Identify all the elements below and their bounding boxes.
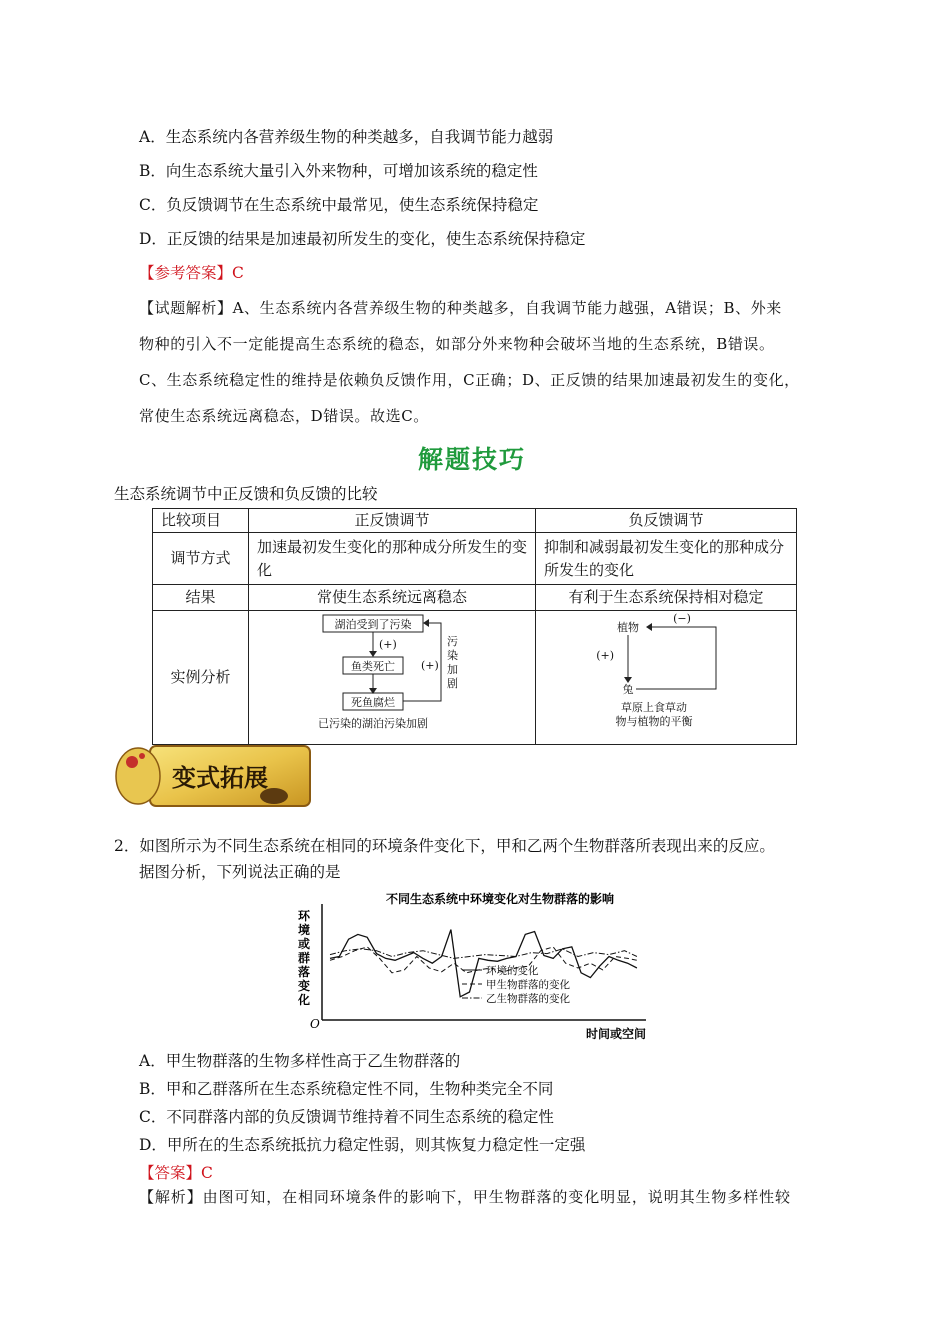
y-axis-label-char: 境 xyxy=(298,923,311,937)
table-cell: 抑制和减弱最初发生变化的那种成分所发生的变化 xyxy=(536,533,797,585)
table-header-cell: 负反馈调节 xyxy=(536,509,797,533)
diagram-plus-label: (+) xyxy=(379,638,397,651)
y-axis-label-char: 落 xyxy=(298,965,311,979)
diagram-caption: 草原上食草动 xyxy=(621,701,687,714)
banner-label: 变式拓展 xyxy=(172,763,268,792)
arrow-head xyxy=(369,651,377,657)
diagram-box-label: 湖泊受到了污染 xyxy=(334,618,412,631)
q1-answer: 【参考答案】C xyxy=(139,264,244,282)
analysis-line-1: A、生态系统内各营养级生物的种类越多，自我调节能力越强，A错误；B、外来 xyxy=(232,299,782,317)
table-cell: 加速最初发生变化的那种成分所发生的变化 xyxy=(249,533,536,585)
diagram-plus-label: (+) xyxy=(596,649,614,662)
q2-option-c: C．不同群落内部的负反馈调节维持着不同生态系统的稳定性 xyxy=(139,1108,554,1126)
table-header-cell: 正反馈调节 xyxy=(249,509,536,533)
analysis-label: 【试题解析】 xyxy=(139,299,233,317)
diagram-caption: 物与植物的平衡 xyxy=(615,715,693,728)
diagram-node-label: 植物 xyxy=(617,621,639,634)
diagram-caption: 已污染的湖泊污染加剧 xyxy=(318,717,428,730)
series-line xyxy=(330,930,637,997)
chart-legend xyxy=(462,964,570,1005)
flower-icon xyxy=(126,756,138,768)
side-label-char: 染 xyxy=(447,649,458,662)
q1-option-b: B．向生态系统大量引入外来物种，可增加该系统的稳定性 xyxy=(139,162,538,180)
table-row xyxy=(153,585,797,611)
side-label-char: 剧 xyxy=(447,677,458,690)
table-cell-diagram-positive xyxy=(249,611,536,745)
legend-entry: 甲生物群落的变化 xyxy=(486,979,570,991)
y-axis-label xyxy=(297,908,311,1007)
diagram-minus-label: (−) xyxy=(673,612,691,625)
arrow-head xyxy=(646,623,652,631)
feedback-arrow xyxy=(636,627,716,689)
q1-option-d: D．正反馈的结果是加速最初所发生的变化，使生态系统保持稳定 xyxy=(139,230,586,248)
community-chart xyxy=(290,886,670,1042)
table-caption: 生态系统调节中正反馈和负反馈的比较 xyxy=(114,485,378,503)
table-cell: 调节方式 xyxy=(153,533,249,585)
chart-title: 不同生态系统中环境变化对生物群落的影响 xyxy=(385,892,615,906)
table-cell-diagram-negative xyxy=(536,611,797,745)
analysis-line-2: 物种的引入不一定能提高生态系统的稳态，如部分外来物种会破坏当地的生态系统，B错误。 xyxy=(139,335,775,353)
q2-stem-line-1: 2．如图所示为不同生态系统在相同的环境条件变化下，甲和乙两个生物群落所表现出来的反应。 xyxy=(114,837,775,855)
table-header-cell: 比较项目 xyxy=(153,509,249,533)
q2-analysis-text: 由图可知，在相同环境条件的影响下，甲生物群落的变化明显，说明其生物多样性较 xyxy=(202,1188,791,1206)
table-cell: 有利于生态系统保持相对稳定 xyxy=(536,585,797,611)
q2-option-d: D．甲所在的生态系统抵抗力稳定性弱，则其恢复力稳定性一定强 xyxy=(139,1136,586,1154)
origin-label: O xyxy=(310,1017,320,1031)
side-label-char: 加 xyxy=(447,663,458,676)
diagram-plus-label: (+) xyxy=(421,659,439,672)
arrow-head xyxy=(423,619,429,627)
y-axis-label-char: 环 xyxy=(298,909,311,923)
q2-analysis-label: 【解析】 xyxy=(139,1188,203,1206)
y-axis-label-char: 变 xyxy=(298,979,311,993)
flower-icon xyxy=(139,753,145,759)
legend-entry: 乙生物群落的变化 xyxy=(486,993,570,1005)
banner-graphic xyxy=(112,744,312,810)
y-axis-label-char: 群 xyxy=(298,951,311,965)
q1-analysis xyxy=(139,290,839,434)
table-row xyxy=(153,611,797,745)
q1-option-c: C．负反馈调节在生态系统中最常见，使生态系统保持稳定 xyxy=(139,196,539,214)
banner-ornament xyxy=(116,748,160,804)
q2-analysis xyxy=(139,1179,791,1215)
positive-feedback-diagram xyxy=(249,611,535,737)
table-header-row xyxy=(153,509,797,533)
q2-stem-line-2: 据图分析，下列说法正确的是 xyxy=(139,863,341,881)
analysis-line-4: 常使生态系统远离稳态，D错误。故选C。 xyxy=(139,407,429,425)
diagram-box-label: 鱼类死亡 xyxy=(351,660,395,673)
side-label-char: 污 xyxy=(447,635,458,648)
q1-option-a: A．生态系统内各营养级生物的种类越多，自我调节能力越弱 xyxy=(139,128,554,146)
q2-option-a: A．甲生物群落的生物多样性高于乙生物群落的 xyxy=(139,1052,461,1070)
table-row xyxy=(153,533,797,585)
negative-feedback-diagram xyxy=(536,611,796,737)
analysis-line-3: C、生态系统稳定性的维持是依赖负反馈作用，C正确；D、正反馈的结果加速最初发生的变化， xyxy=(139,371,800,389)
diagram-node-label: 兔 xyxy=(622,683,634,696)
q2-option-b: B．甲和乙群落所在生态系统稳定性不同，生物种类完全不同 xyxy=(139,1080,554,1098)
diagram-box-label: 死鱼腐烂 xyxy=(351,696,395,709)
table-cell: 实例分析 xyxy=(153,611,249,745)
section-title: 解题技巧 xyxy=(418,445,527,474)
y-axis-label-char: 或 xyxy=(298,937,311,951)
q2-answer: 【答案】C xyxy=(139,1164,213,1182)
x-axis-label: 时间或空间 xyxy=(585,1027,646,1041)
table-cell: 常使生态系统远离稳态 xyxy=(249,585,536,611)
legend-entry: 环境的变化 xyxy=(486,965,539,977)
table-cell: 结果 xyxy=(153,585,249,611)
y-axis-label-char: 化 xyxy=(298,993,311,1007)
comparison-table xyxy=(152,508,797,745)
variant-banner xyxy=(112,744,312,810)
